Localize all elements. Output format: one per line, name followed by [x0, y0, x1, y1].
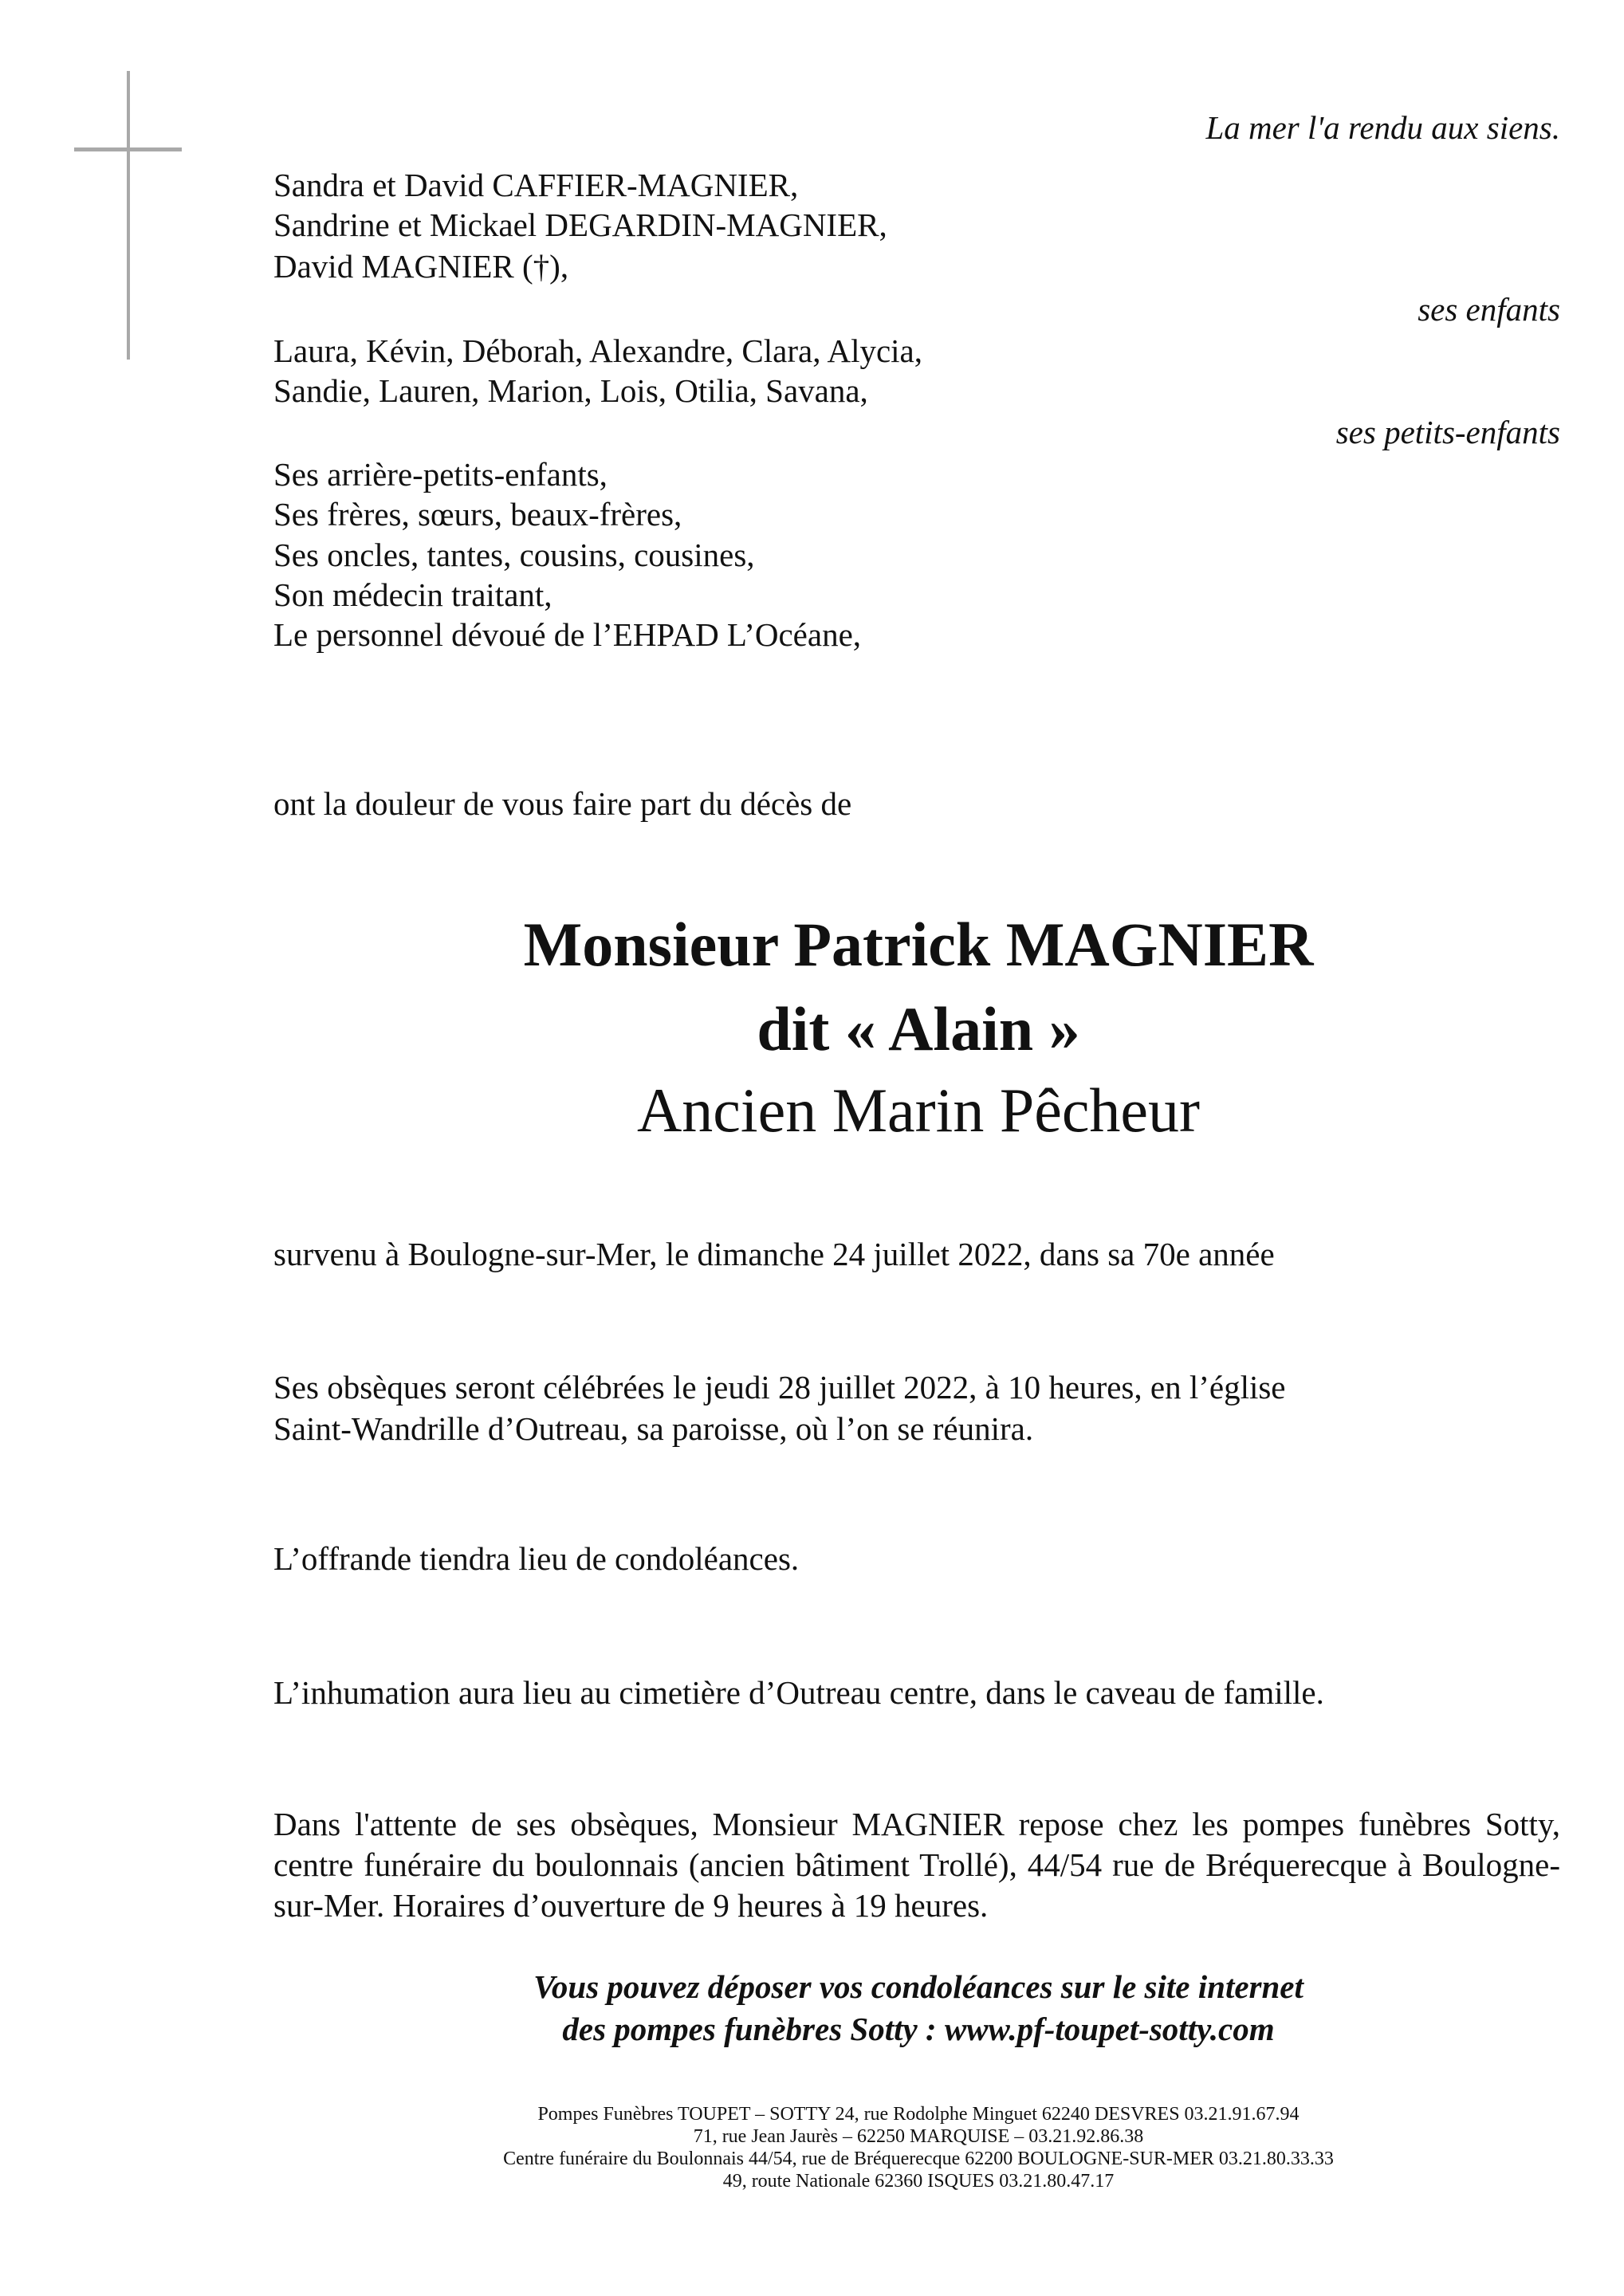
footer-line: Centre funéraire du Boulonnais 44/54, rue de Bréquerecque 62200 BOULOGNE-SUR-MER 03.21.80.33.33	[503, 2149, 1334, 2169]
epigraph: La mer l'a rendu aux siens.	[1205, 109, 1560, 146]
other-family-line: Ses oncles, tantes, cousins, cousines,	[273, 537, 755, 573]
other-family-line: Son médecin traitant,	[273, 576, 552, 613]
other-family-line: Le personnel dévoué de l’EHPAD L’Océane,	[273, 616, 862, 653]
announcement: ont la douleur de vous faire part du décès de	[273, 785, 852, 822]
offering: L’offrande tiendra lieu de condoléances.	[273, 1540, 800, 1577]
deceased-nickname: dit « Alain »	[757, 994, 1080, 1063]
viewing-info: Dans l'attente de ses obsèques, Monsieur MAGNIER repose chez les pompes funèbres Sotty, centre funéraire du boulonnais (ancien bâtiment Trollé), 44/54 rue de Bréquerecque à Boulogne-sur-Mer. Horaires d’ouverture de 9 heures à 19 heures.	[273, 1806, 1560, 1924]
children-line: Sandrine et Mickael DEGARDIN-MAGNIER,	[273, 206, 887, 243]
other-family-line: Ses frères, sœurs, beaux-frères,	[273, 496, 682, 533]
cross-icon	[127, 71, 130, 360]
other-family-line: Ses arrière-petits-enfants,	[273, 456, 608, 493]
footer-line: Pompes Funèbres TOUPET – SOTTY 24, rue Rodolphe Minguet 62240 DESVRES 03.21.91.67.94	[537, 2104, 1300, 2125]
footer-line: 71, rue Jean Jaurès – 62250 MARQUISE – 03.21.92.86.38	[693, 2126, 1144, 2147]
grandchildren-line: Laura, Kévin, Déborah, Alexandre, Clara, Alycia,	[273, 332, 922, 369]
deceased-name: Monsieur Patrick MAGNIER	[523, 910, 1314, 979]
funeral-line: Saint-Wandrille d’Outreau, sa paroisse, où l’on se réunira.	[273, 1410, 1034, 1447]
funeral-line: Ses obsèques seront célébrées le jeudi 28 juillet 2022, à 10 heures, en l’église	[273, 1369, 1286, 1406]
children-label: ses enfants	[1418, 291, 1560, 328]
condolences-line: Vous pouvez déposer vos condoléances sur le site internet	[533, 1968, 1304, 2005]
grandchildren-label: ses petits-enfants	[1335, 414, 1560, 450]
condolences-website[interactable]: des pompes funèbres Sotty : www.pf-toupet-sotty.com	[562, 2011, 1275, 2047]
deceased-title: Ancien Marin Pêcheur	[636, 1075, 1201, 1145]
children-line: Sandra et David CAFFIER-MAGNIER,	[273, 167, 799, 203]
burial: L’inhumation aura lieu au cimetière d’Outreau centre, dans le caveau de famille.	[273, 1674, 1324, 1711]
cross-icon-bar	[74, 147, 182, 151]
footer-line: 49, route Nationale 62360 ISQUES 03.21.80.47.17	[722, 2171, 1115, 2192]
death-info: survenu à Boulogne-sur-Mer, le dimanche 24 juillet 2022, dans sa 70e année	[273, 1236, 1275, 1272]
grandchildren-line: Sandie, Lauren, Marion, Lois, Otilia, Savana,	[273, 372, 868, 409]
children-line: David MAGNIER (†),	[273, 248, 569, 285]
